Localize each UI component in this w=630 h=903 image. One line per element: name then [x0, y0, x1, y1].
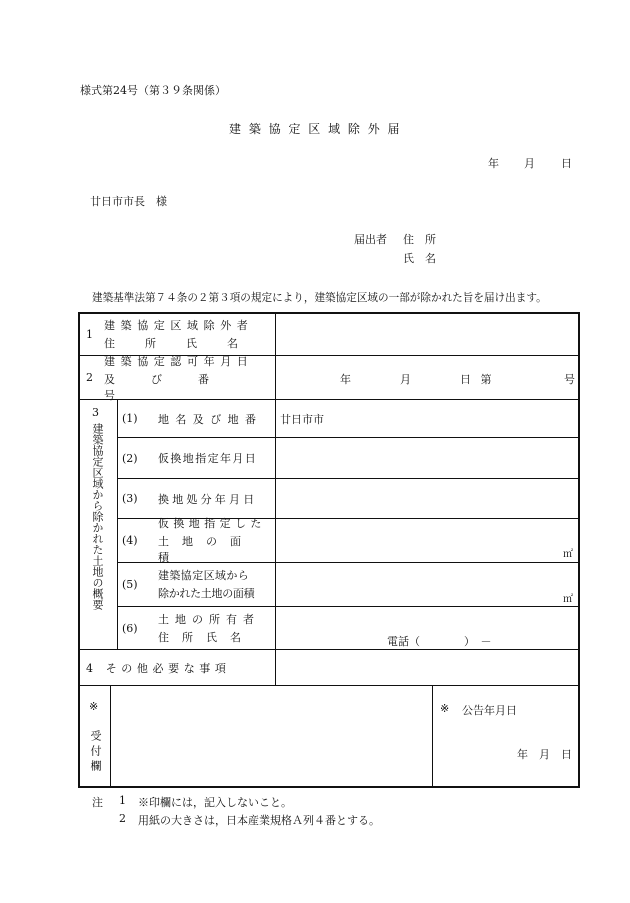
row1-label: 建築協定区域除外者 住所氏名: [104, 319, 268, 350]
row1-number: 1: [86, 327, 93, 341]
row2-value-field[interactable]: [277, 357, 577, 398]
row4-value-field[interactable]: [277, 651, 577, 684]
notifier-name-label: 氏 名: [403, 252, 436, 265]
sub1-label: 地名及び地番: [158, 412, 263, 426]
note2-number: 2: [119, 812, 126, 825]
row2-label: 建築協定認可年月日 及び番号: [104, 355, 254, 402]
notice-date: 年 月 日: [517, 748, 572, 761]
sub2-value-field[interactable]: [280, 438, 576, 478]
sub4-label: 仮換地指定した 土地の面積: [158, 517, 266, 564]
sub6-number: (6): [122, 621, 138, 635]
row4-label: 4 その他必要な事項: [86, 661, 231, 675]
addressee: 廿日市市長 様: [90, 195, 167, 208]
note1-text: ※印欄には，記入しないこと。: [138, 796, 292, 809]
sub4-number: (4): [122, 534, 138, 547]
notifier-label: 届出者: [354, 233, 387, 246]
reception-label: 受付欄: [89, 730, 102, 775]
sub5-number: (5): [122, 578, 138, 591]
row1-value-field[interactable]: [277, 314, 577, 354]
sub6-phone: 電話（ ） －: [387, 635, 492, 648]
sub3-number: (3): [122, 492, 138, 505]
sub5-label: 建築協定区域から 除かれた土地の面積: [158, 569, 255, 600]
row2-go-label: 号: [564, 373, 575, 386]
sub3-value-field[interactable]: [280, 479, 576, 518]
sub5-unit: ㎡: [563, 594, 573, 605]
sub2-number: (2): [122, 451, 138, 465]
sub4-value-field[interactable]: [277, 520, 577, 561]
date-month-label: 月: [524, 157, 535, 170]
notice-mark: ※: [440, 702, 450, 715]
sub3-label: 換地処分年月日: [158, 492, 258, 506]
sub1-number: (1): [122, 412, 138, 425]
note2-text: 用紙の大きさは，日本産業規格Ａ列４番とする。: [138, 814, 380, 827]
row2-month-label: 月: [400, 373, 411, 386]
form-number: 様式第24号（第３９条関係）: [80, 84, 226, 97]
notice-label: 公告年月日: [462, 704, 517, 717]
reception-mark: ※: [89, 700, 99, 713]
sub1-value-field[interactable]: 廿日市市: [280, 412, 324, 426]
intro-text: 建築基準法第７４条の２第３項の規定により，建築協定区域の一部が除かれた旨を届け出ます。: [92, 292, 547, 304]
page-title: 建 築 協 定 区 域 除 外 届: [229, 122, 402, 136]
sub6-value-field[interactable]: [277, 608, 577, 648]
row2-year-label: 年: [340, 373, 351, 386]
date-year-label: 年: [488, 157, 499, 170]
sub5-value-field[interactable]: [277, 564, 577, 605]
notes-head: 注: [92, 796, 103, 809]
row3-number: 3: [92, 406, 99, 419]
sub2-label: 仮換地指定年月日: [158, 452, 258, 465]
sub6-label: 土地の所有者 住所氏名: [158, 613, 260, 644]
sub4-unit: ㎡: [563, 549, 573, 560]
reception-field[interactable]: [112, 687, 430, 785]
row2-number: 2: [86, 371, 93, 384]
notifier-address-label: 住 所: [403, 233, 436, 246]
note1-number: 1: [119, 794, 126, 807]
date-day-label: 日: [561, 157, 572, 170]
row3-vertical-label: 建築協定区域から除かれた土地の概要: [91, 423, 104, 610]
row2-day-no-label: 日 第: [460, 373, 495, 386]
